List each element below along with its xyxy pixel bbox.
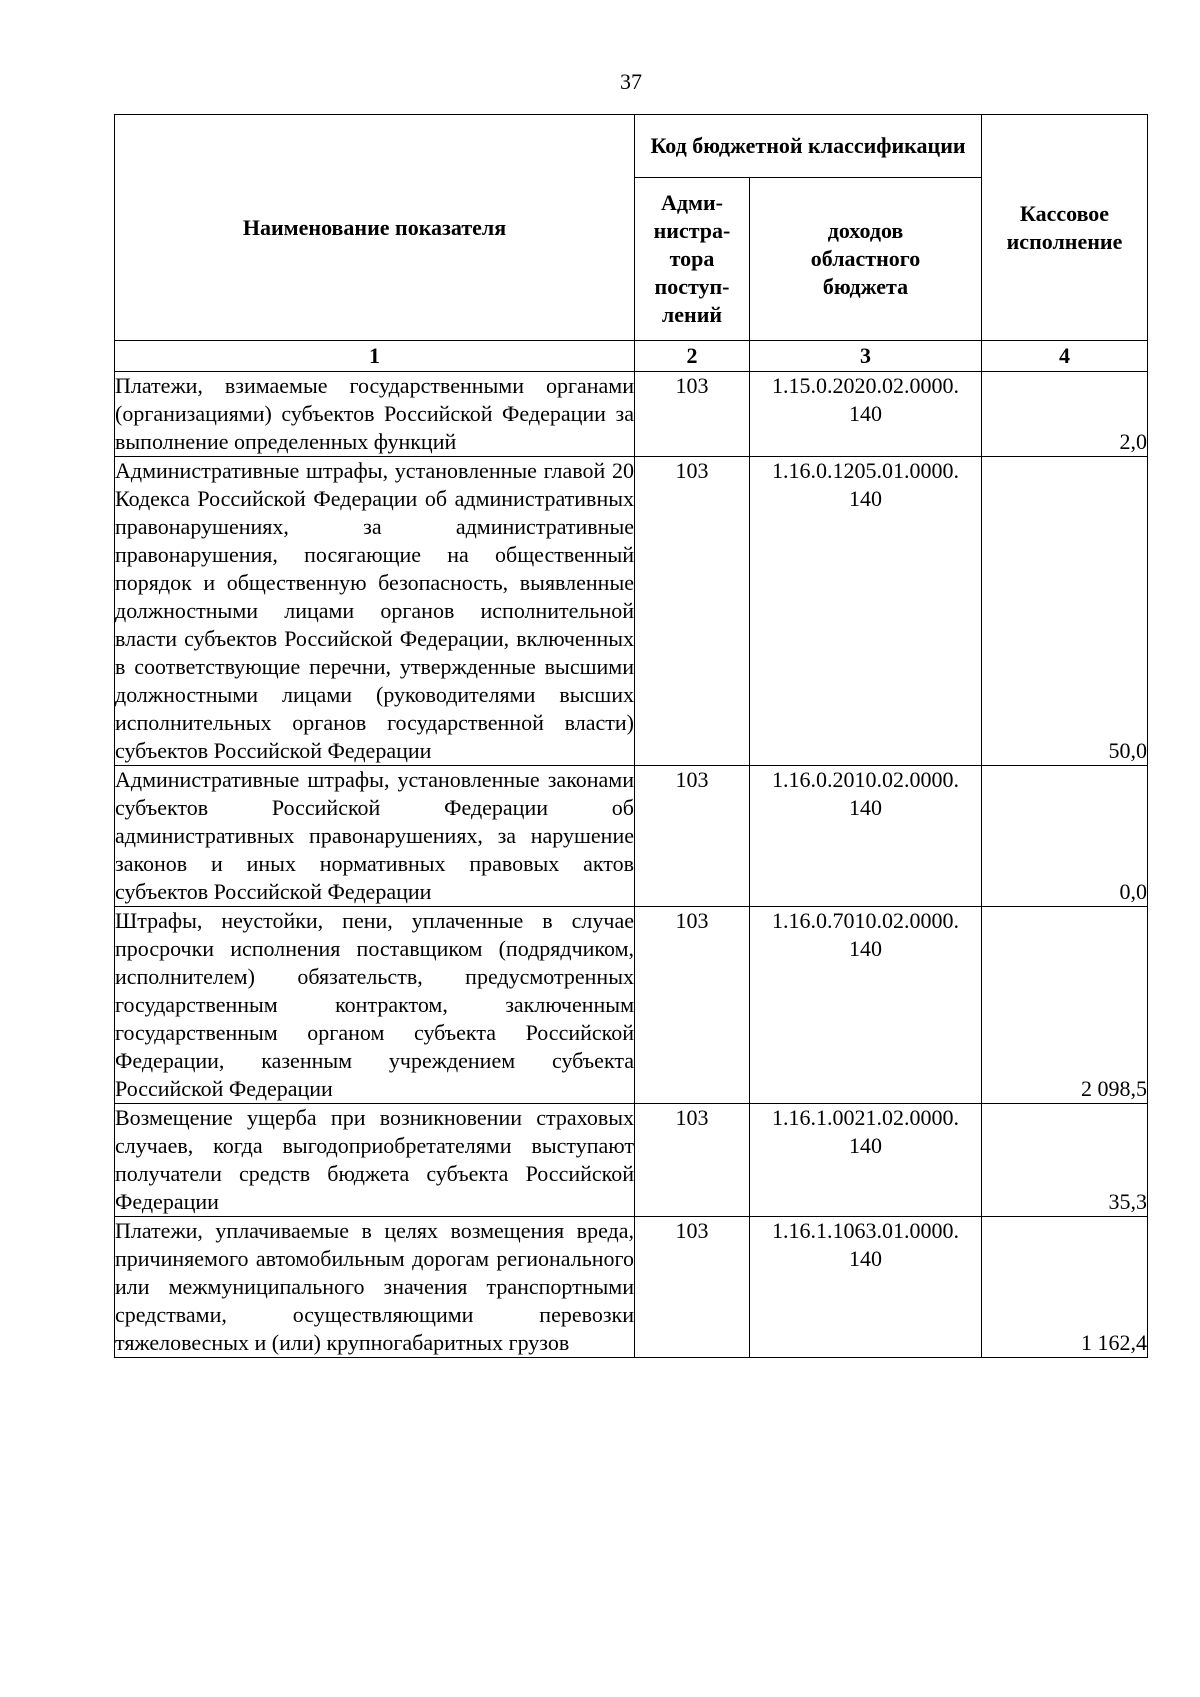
column-number: 4 xyxy=(982,341,1148,372)
header-name: Наименование показателя xyxy=(115,115,635,341)
row-name: Штрафы, неустойки, пени, уплаченные в случае просрочки исполнения поставщиком (подрядчиком, исполнителем) обязательств, предусмотренных государственным контрактом, заключенным государственным органом субъекта Российской Федерации, казенным учреждением субъекта Российской Федерации xyxy=(115,907,635,1104)
budget-table xyxy=(114,114,1148,1358)
row-admin-code: 103 xyxy=(635,766,750,907)
header-income: доходов областного бюджета xyxy=(750,178,982,341)
row-budget-code: 1.16.0.7010.02.0000. 140 xyxy=(750,907,982,1104)
header-admin: Адми- нистра- тора поступ- лений xyxy=(635,178,750,341)
table-row xyxy=(115,766,1148,907)
header-execution: Кассовое исполнение xyxy=(982,115,1148,341)
row-name: Административные штрафы, установленные главой 20 Кодекса Российской Федерации об административных правонарушениях, за административные правонарушения, посягающие на общественный порядок и общественную безопасность, выявленные должностными лицами органов исполнительной власти субъектов Российской Федерации, включенных в соответствующие перечни, утвержденные высшими должностными лицами (руководителями высших исполнительных органов государственной власти) субъектов Российской Федерации xyxy=(115,457,635,766)
row-budget-code: 1.15.0.2020.02.0000. 140 xyxy=(750,372,982,457)
column-number: 2 xyxy=(635,341,750,372)
column-number: 1 xyxy=(115,341,635,372)
row-name: Платежи, взимаемые государственными органами (организациями) субъектов Российской Федерации за выполнение определенных функций xyxy=(115,372,635,457)
table-row xyxy=(115,372,1148,457)
row-admin-code: 103 xyxy=(635,457,750,766)
table-row xyxy=(115,457,1148,766)
row-execution-value: 0,0 xyxy=(982,766,1148,907)
table-row xyxy=(115,1217,1148,1358)
row-name: Платежи, уплачиваемые в целях возмещения вреда, причиняемого автомобильным дорогам регионального или межмуниципального значения транспортными средствами, осуществляющими перевозки тяжеловесных и (или) крупногабаритных грузов xyxy=(115,1217,635,1358)
row-admin-code: 103 xyxy=(635,1217,750,1358)
table-row xyxy=(115,1104,1148,1217)
header-row-1 xyxy=(115,115,1148,178)
row-name: Возмещение ущерба при возникновении страховых случаев, когда выгодоприобретателями выступают получатели средств бюджета субъекта Российской Федерации xyxy=(115,1104,635,1217)
header-code-group: Код бюджетной классификации xyxy=(635,115,982,178)
row-budget-code: 1.16.1.1063.01.0000. 140 xyxy=(750,1217,982,1358)
row-execution-value: 35,3 xyxy=(982,1104,1148,1217)
row-execution-value: 2,0 xyxy=(982,372,1148,457)
row-admin-code: 103 xyxy=(635,907,750,1104)
row-budget-code: 1.16.1.0021.02.0000. 140 xyxy=(750,1104,982,1217)
column-numbers-row xyxy=(115,341,1148,372)
column-number: 3 xyxy=(750,341,982,372)
row-name: Административные штрафы, установленные законами субъектов Российской Федерации об административных правонарушениях, за нарушение законов и иных нормативных правовых актов субъектов Российской Федерации xyxy=(115,766,635,907)
page-number: 37 xyxy=(620,69,642,94)
row-execution-value: 2 098,5 xyxy=(982,907,1148,1104)
row-admin-code: 103 xyxy=(635,1104,750,1217)
row-budget-code: 1.16.0.2010.02.0000. 140 xyxy=(750,766,982,907)
table-row xyxy=(115,907,1148,1104)
row-admin-code: 103 xyxy=(635,372,750,457)
row-execution-value: 50,0 xyxy=(982,457,1148,766)
row-execution-value: 1 162,4 xyxy=(982,1217,1148,1358)
row-budget-code: 1.16.0.1205.01.0000. 140 xyxy=(750,457,982,766)
